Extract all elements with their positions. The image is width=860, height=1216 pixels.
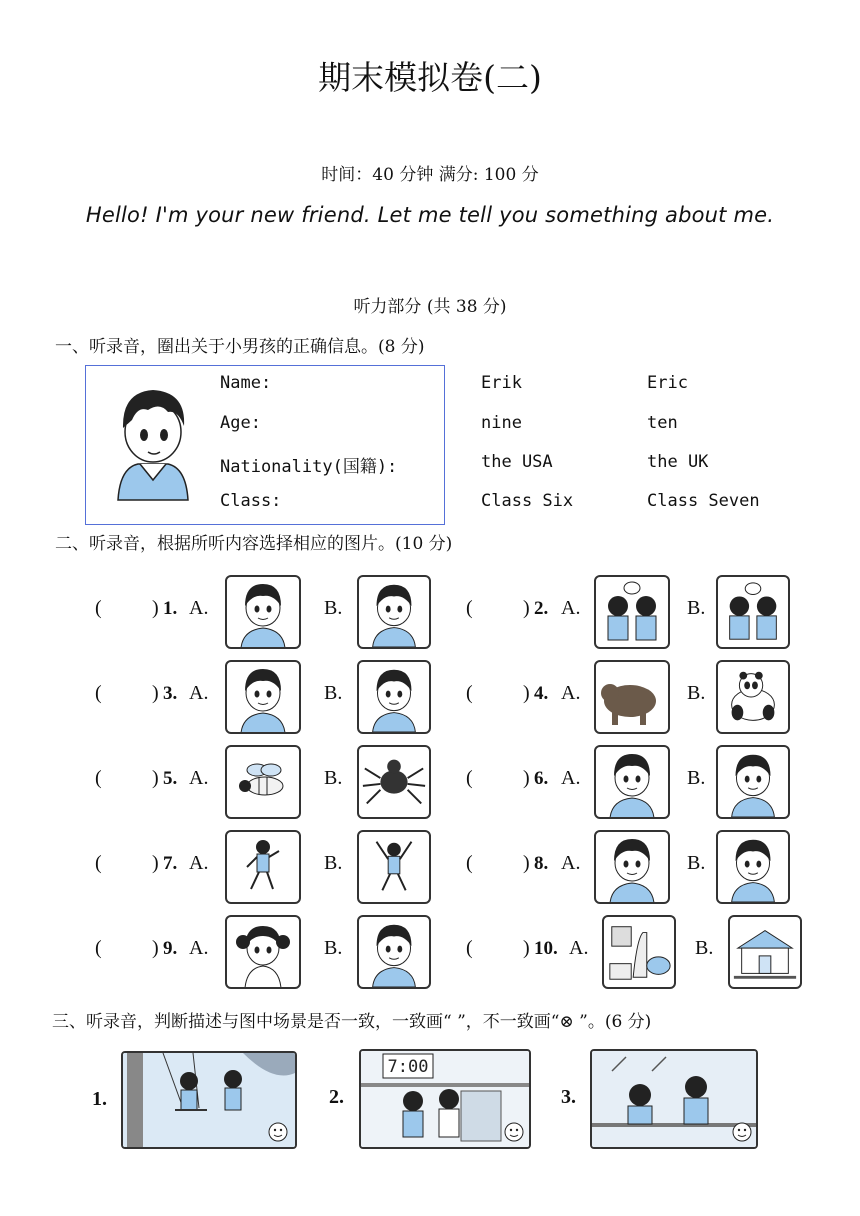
answer-paren-open: (	[95, 852, 102, 874]
scene-clock	[359, 1049, 531, 1149]
option-picture[interactable]	[594, 575, 670, 649]
answer-blank[interactable]	[109, 852, 150, 876]
answer-paren-open: (	[466, 767, 473, 789]
info-option-b[interactable]: ten	[647, 413, 678, 433]
section1-heading: 一、听录音，圈出关于小男孩的正确信息。(8 分)	[55, 337, 425, 357]
info-option-b[interactable]: Class Seven	[647, 491, 760, 511]
option-a-label: A.	[189, 767, 209, 789]
scene-classroom	[590, 1049, 758, 1149]
option-a-label: A.	[561, 767, 581, 789]
option-picture[interactable]	[716, 575, 790, 649]
option-b-label: B.	[687, 682, 706, 704]
option-a-label: A.	[189, 597, 209, 619]
option-picture[interactable]	[716, 745, 790, 819]
clock-time: 7:00	[387, 1057, 429, 1077]
answer-paren-open: (	[95, 597, 102, 619]
scene-number: 2.	[329, 1086, 344, 1108]
option-b-label: B.	[324, 767, 343, 789]
intro-sentence: Hello! I'm your new friend. Let me tell you something about me.	[85, 203, 775, 227]
page-title: 期末模拟卷(二)	[318, 58, 542, 97]
info-option-a[interactable]: Erik	[481, 373, 522, 393]
answer-paren-close: )	[523, 597, 530, 619]
option-picture[interactable]	[594, 830, 670, 904]
option-picture[interactable]	[594, 660, 670, 734]
question-number: 8.	[534, 853, 549, 874]
scene-number: 3.	[561, 1086, 576, 1108]
option-picture[interactable]	[716, 660, 790, 734]
option-picture[interactable]	[225, 745, 301, 819]
answer-paren-close: )	[152, 767, 159, 789]
option-picture[interactable]	[357, 915, 431, 989]
option-a-label: A.	[189, 682, 209, 704]
boy-portrait	[108, 380, 198, 505]
answer-paren-close: )	[152, 682, 159, 704]
scene-swing	[121, 1051, 297, 1149]
answer-paren-open: (	[466, 597, 473, 619]
answer-paren-open: (	[95, 767, 102, 789]
scene-number: 1.	[92, 1088, 107, 1110]
question-number: 3.	[163, 683, 178, 704]
option-a-label: A.	[189, 937, 209, 959]
option-picture[interactable]	[716, 830, 790, 904]
answer-paren-open: (	[466, 682, 473, 704]
info-option-b[interactable]: Eric	[647, 373, 688, 393]
question-number: 9.	[163, 938, 178, 959]
option-picture[interactable]	[357, 745, 431, 819]
option-picture[interactable]	[357, 830, 431, 904]
answer-paren-open: (	[466, 852, 473, 874]
answer-blank[interactable]	[109, 767, 150, 791]
answer-paren-close: )	[152, 597, 159, 619]
answer-blank[interactable]	[480, 597, 521, 621]
info-option-b[interactable]: the UK	[647, 452, 709, 472]
info-label: Age:	[220, 413, 261, 433]
option-picture[interactable]	[225, 830, 301, 904]
info-label: Class:	[220, 491, 282, 511]
question-number: 4.	[534, 683, 549, 704]
option-picture[interactable]	[602, 915, 676, 989]
option-a-label: A.	[561, 597, 581, 619]
answer-blank[interactable]	[109, 937, 150, 961]
option-b-label: B.	[695, 937, 714, 959]
exam-meta: 时间：40 分钟 满分: 100 分	[321, 165, 539, 185]
info-label: Name:	[220, 373, 272, 393]
option-b-label: B.	[324, 937, 343, 959]
answer-paren-open: (	[466, 937, 473, 959]
section2-heading: 二、听录音，根据所听内容选择相应的图片。(10 分)	[55, 534, 453, 554]
option-picture[interactable]	[357, 660, 431, 734]
question-number: 1.	[163, 598, 178, 619]
answer-paren-close: )	[152, 852, 159, 874]
info-option-a[interactable]: Class Six	[481, 491, 574, 511]
option-b-label: B.	[324, 597, 343, 619]
option-picture[interactable]	[225, 575, 301, 649]
answer-paren-open: (	[95, 682, 102, 704]
answer-paren-close: )	[523, 767, 530, 789]
answer-paren-close: )	[523, 937, 530, 959]
option-picture[interactable]	[728, 915, 802, 989]
option-a-label: A.	[569, 937, 589, 959]
option-picture[interactable]	[357, 575, 431, 649]
answer-blank[interactable]	[480, 852, 521, 876]
option-a-label: A.	[189, 852, 209, 874]
answer-paren-open: (	[95, 937, 102, 959]
option-a-label: A.	[561, 682, 581, 704]
listening-header: 听力部分 (共 38 分)	[353, 297, 507, 317]
option-b-label: B.	[687, 852, 706, 874]
option-b-label: B.	[687, 767, 706, 789]
answer-blank[interactable]	[109, 682, 150, 706]
answer-paren-close: )	[523, 852, 530, 874]
info-label: Nationality(国籍):	[220, 457, 398, 477]
section3-heading: 三、听录音，判断描述与图中场景是否一致，一致画“ ”，不一致画“⊗ ”。(6 分)	[52, 1012, 652, 1032]
question-number: 7.	[163, 853, 178, 874]
option-b-label: B.	[687, 597, 706, 619]
info-option-a[interactable]: the USA	[481, 452, 553, 472]
answer-blank[interactable]	[109, 597, 150, 621]
answer-blank[interactable]	[480, 767, 521, 791]
info-option-a[interactable]: nine	[481, 413, 522, 433]
question-number: 10.	[534, 938, 558, 959]
option-picture[interactable]	[594, 745, 670, 819]
question-number: 6.	[534, 768, 549, 789]
question-number: 5.	[163, 768, 178, 789]
answer-paren-close: )	[152, 937, 159, 959]
option-picture[interactable]	[225, 915, 301, 989]
question-number: 2.	[534, 598, 549, 619]
option-b-label: B.	[324, 852, 343, 874]
option-picture[interactable]	[225, 660, 301, 734]
answer-blank[interactable]	[480, 937, 521, 961]
option-b-label: B.	[324, 682, 343, 704]
answer-blank[interactable]	[480, 682, 521, 706]
option-a-label: A.	[561, 852, 581, 874]
answer-paren-close: )	[523, 682, 530, 704]
